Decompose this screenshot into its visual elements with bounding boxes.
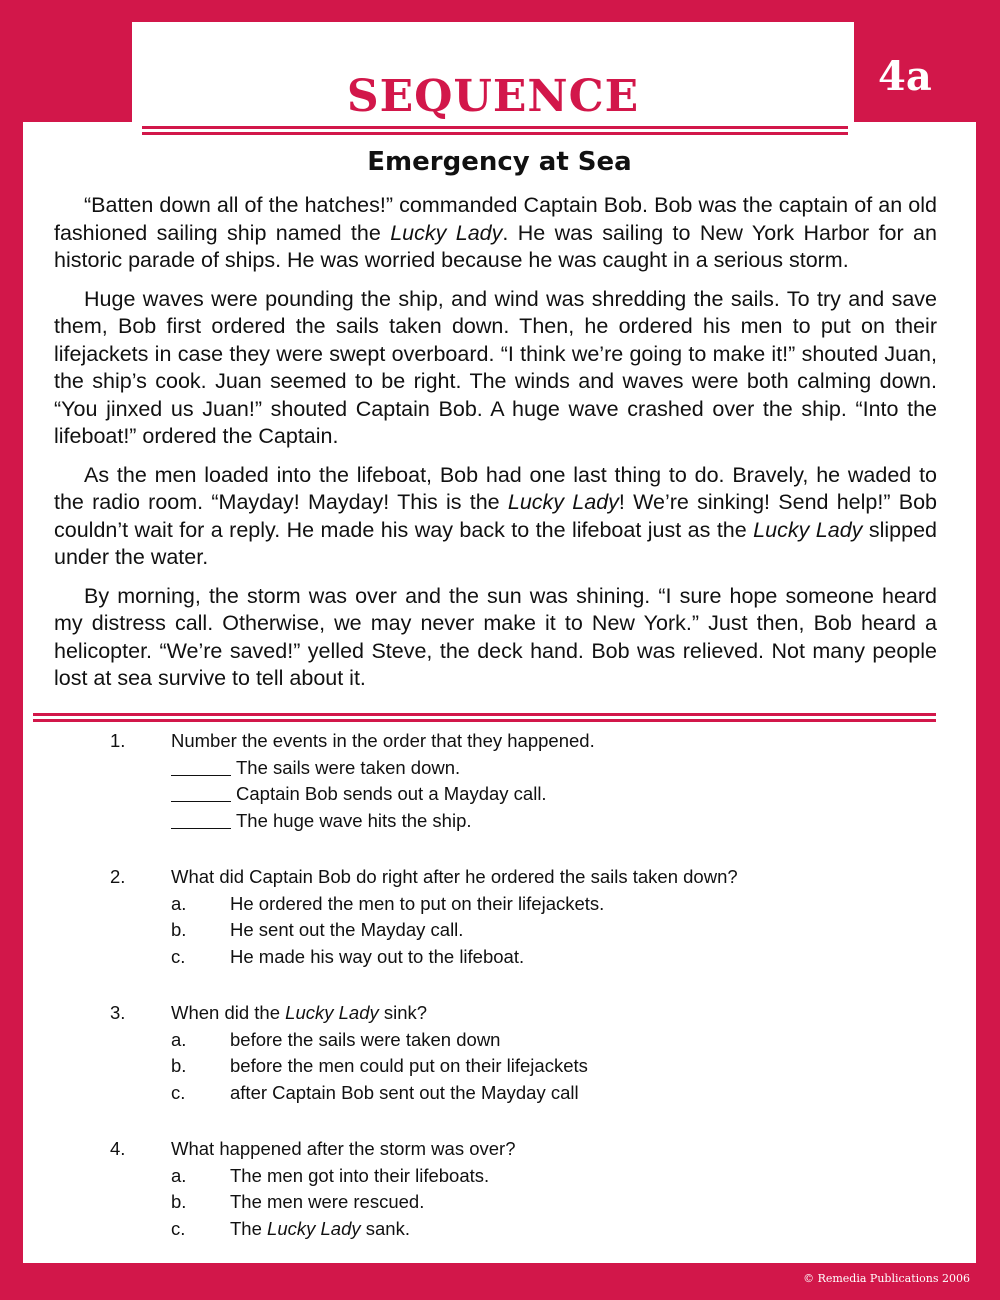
question [110,1000,930,1106]
sequence-item-text: The huge wave hits the ship. [236,809,472,831]
option-letter: c. [171,945,186,967]
question [110,728,930,834]
content-area [23,122,976,1263]
question-number: 1. [110,730,126,751]
option-letter: a. [171,1028,187,1050]
middle-divider [33,713,936,723]
option-letter: b. [171,1055,187,1076]
story-paragraph: By morning, the storm was over and the sun was shining. “I sure hope someone heard my distress call. Otherwise, we may never make it to New York.” Just then, Bob heard a helicopter. “We’re saved!” yelled Steve, the deck hand. Bob was relieved. Not many people lost at sea survive to tell about it. [54,583,937,690]
italic-title: Lucky Lady [390,220,503,245]
italic-title: Lucky Lady [285,1002,379,1023]
question [110,864,930,970]
answer-option [110,1163,930,1190]
worksheet-title: SEQUENCE [346,71,640,122]
answer-option [110,1027,930,1054]
option-text: The Lucky Lady sank. [230,1217,410,1239]
option-letter: a. [171,892,187,914]
story-title: Emergency at Sea [367,147,632,177]
sequence-item [110,755,930,782]
answer-blank[interactable] [171,775,231,776]
page-number: 4a [878,53,932,100]
question-list [110,728,930,1272]
answer-option [110,1216,930,1243]
answer-option [110,1189,930,1216]
question-prompt: Number the events in the order that they happened. [171,730,595,751]
answer-option [110,1080,930,1107]
sequence-item [110,781,930,808]
option-text: after Captain Bob sent out the Mayday call [230,1081,579,1103]
story-paragraph: As the men loaded into the lifeboat, Bob had one last thing to do. Bravely, he waded to the radio room. “Mayday! Mayday! This is the Lucky Lady! We’re sinking! Send help!” Bob couldn’t wait for a reply. He made his way back to the lifeboat just as the Lucky Lady slipped under the water. [54,462,938,569]
option-letter: b. [171,1191,187,1212]
story-text [54,192,937,693]
question [110,1136,930,1242]
question-prompt: When did the Lucky Lady sink? [171,1002,428,1023]
sequence-item-text: The sails were taken down. [236,756,461,778]
answer-option [110,944,930,971]
copyright-notice: © Remedia Publications 2006 [803,1272,970,1285]
option-text: before the men could put on their lifejackets [230,1055,588,1076]
option-text: He ordered the men to put on their lifejackets. [230,892,605,914]
answer-option [110,1053,930,1080]
answer-blank[interactable] [171,801,231,802]
option-letter: b. [171,919,187,940]
option-text: He made his way out to the lifeboat. [230,945,525,967]
italic-title: Lucky Lady [267,1217,361,1239]
option-letter: a. [171,1164,187,1186]
answer-option [110,891,930,918]
story-paragraph: Huge waves were pounding the ship, and wind was shredding the sails. To try and save them, Bob first ordered the sails taken down. Then, he ordered his men to put on their lifejackets in case they were swept overboard. “I think we’re going to make it!” shouted Juan, the ship’s cook. Juan seemed to be right. The winds and waves were both calming down. “You jinxed us Juan!” shouted Captain Bob. A huge wave crashed over the ship. “Into the lifeboat!” ordered the Captain. [54,286,937,448]
question-prompt: What did Captain Bob do right after he ordered the sails taken down? [171,866,738,887]
option-text: The men got into their lifeboats. [230,1164,490,1186]
option-text: He sent out the Mayday call. [230,919,464,940]
top-divider [142,126,848,136]
option-letter: c. [171,1217,186,1239]
question-prompt: What happened after the storm was over? [171,1138,516,1159]
question-number: 2. [110,866,126,887]
option-text: The men were rescued. [230,1191,425,1212]
sequence-item-text: Captain Bob sends out a Mayday call. [236,783,547,804]
sequence-item [110,808,930,835]
answer-blank[interactable] [171,828,231,829]
italic-title: Lucky Lady [753,517,863,542]
title-box [132,22,854,122]
question-number: 4. [110,1138,126,1159]
answer-option [110,917,930,944]
italic-title: Lucky Lady [507,490,619,514]
story-paragraph: “Batten down all of the hatches!” commanded Captain Bob. Bob was the captain of an old fashioned sailing ship named the Lucky Lady. He was sailing to New York Harbor for an historic parade of ships. He was worried because he was caught in a serious storm. [54,193,937,272]
question-number: 3. [110,1002,126,1023]
option-text: before the sails were taken down [230,1028,501,1050]
option-letter: c. [171,1081,186,1103]
